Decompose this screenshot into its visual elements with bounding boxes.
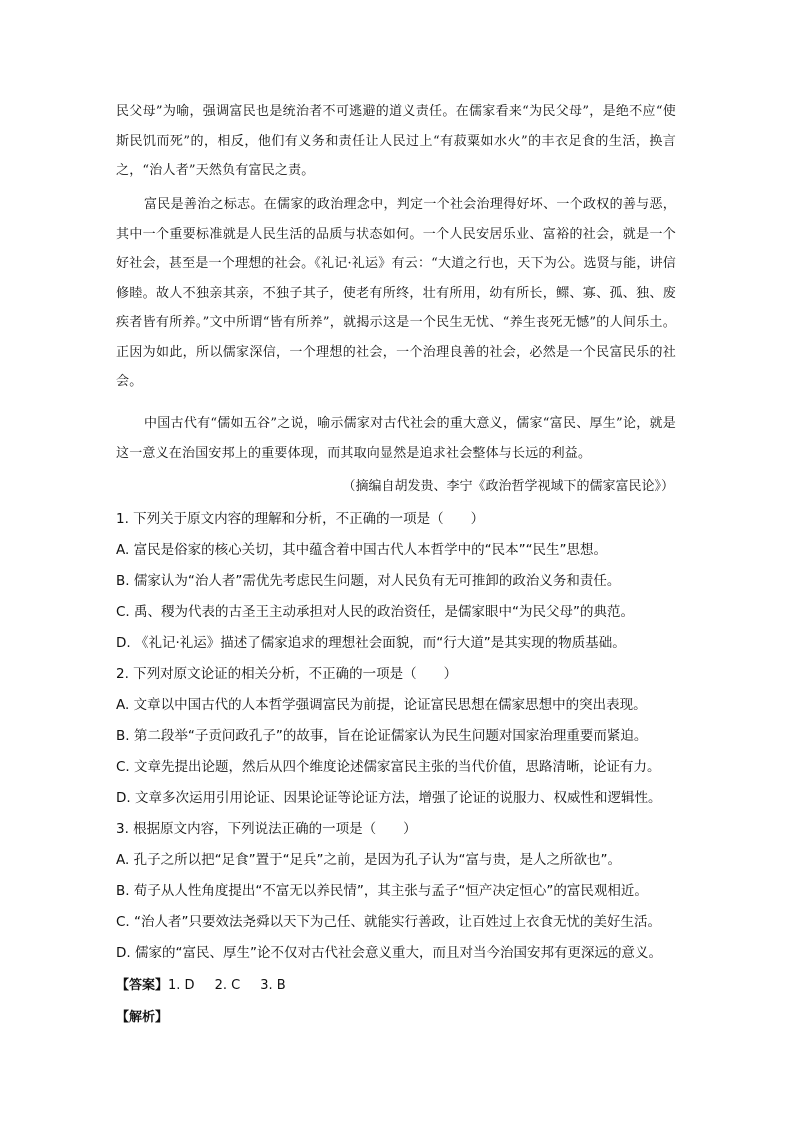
answer-item-2: 2. C — [214, 978, 241, 993]
question-1-option-d: D. 《礼记·礼运》描述了儒家追求的理想社会面貌，而“行大道”是其实现的物质基础。 — [116, 635, 626, 651]
question-1-stem: 1. 下列关于原文内容的理解和分析，不正确的一项是（ ） — [116, 511, 485, 527]
question-1-option-a: A. 富民是俗家的核心关切，其中蕴含着中国古代人本哲学中的“民本”“民生”思想。 — [116, 542, 608, 558]
question-1-option-c: C. 禹、稷为代表的古圣王主动承担对人民的政治资任，是儒家眼中“为民父母”的典范。 — [116, 604, 634, 620]
passage-citation: （摘编自胡发贵、李宁《政治哲学视域下的儒家富民论》） — [342, 479, 674, 494]
question-3-stem: 3. 根据原文内容，下列说法正确的一项是（ ） — [116, 821, 417, 837]
answer-item-3: 3. B — [260, 978, 286, 993]
answer-label: 【答案】 — [116, 978, 169, 993]
question-3-option-a: A. 孔子之所以把“足食”置于“足兵”之前，是因为孔子认为“富与贵，是人之所欲也”。 — [116, 852, 622, 868]
question-2-option-c: C. 文章先提出论题，然后从四个维度论述儒家富民主张的当代价值，思路清晰，论证有力。 — [116, 759, 661, 775]
question-2-option-a: A. 文章以中国古代的人本哲学强调富民为前提，论证富民思想在儒家思想中的突出表现。 — [116, 697, 647, 713]
answer-line — [116, 976, 286, 996]
question-1-option-b: B. 儒家认为“治人者”需优先考虑民生问题，对人民负有无可推卸的政治义务和责任。 — [116, 573, 621, 589]
question-3-option-b: B. 荀子从人性角度提出“不富无以养民情”，其主张与孟子“恒产决定恒心”的富民观相近。 — [116, 883, 648, 899]
question-2-stem: 2. 下列对原文论证的相关分析，不正确的一项是（ ） — [116, 666, 458, 682]
passage-paragraph-2: 富民是善治之标志。在儒家的政治理念中，判定一个社会治理得好坏、一个政权的善与恶，其中一个重要标准就是人民生活的品质与状态如何。一个人民安居乐业、富裕的社会，就是一个好社会，甚至是一个理想的社会。《礼记·礼运》有云：“大道之行也，天下为公。选贤与能，讲信修睦。故人不独亲其亲，不独子其子，使老有所终，壮有所用，幼有所长，鳏、寡、孤、独、废疾者皆有所养。”文中所谓“皆有所养”，就揭示这是一个民生无忧、“养生丧死无憾”的人间乐土。正因为如此，所以儒家深信，一个理想的社会，一个治理良善的社会，必然是一个民富民乐的社会。 — [116, 197, 676, 389]
analysis-label: 【解析】 — [116, 1010, 169, 1025]
question-3-option-d: D. 儒家的“富民、厚生”论不仅对古代社会意义重大，而且对当今治国安邦有更深远的意义。 — [116, 945, 662, 961]
question-2-option-b: B. 第二段举“子贡问政孔子”的故事，旨在论证儒家认为民生问题对国家治理重要而紧迫。 — [116, 728, 648, 744]
passage-paragraph-1: 民父母”为喻，强调富民也是统治者不可逃避的道义责任。在儒家看来“为民父母”，是绝不应“使斯民饥而死”的，相反，他们有义务和责任让人民过上“有菽粟如水火”的丰衣足食的生活，换言之，“治人者”天然负有富民之责。 — [116, 104, 676, 178]
question-2-option-d: D. 文章多次运用引用论证、因果论证等论证方法，增强了论证的说服力、权威性和逻辑性。 — [116, 790, 662, 806]
answer-item-1: 1. D — [168, 978, 195, 993]
question-3-option-c: C. “治人者”只要效法尧舜以天下为己任、就能实行善政，让百姓过上衣食无忧的美好生活。 — [116, 914, 661, 930]
passage-paragraph-3: 中国古代有“儒如五谷”之说，喻示儒家对古代社会的重大意义，儒家“富民、厚生”论，就是这一意义在治国安邦上的重要体现，而其取向显然是追求社会整体与长远的利益。 — [116, 416, 676, 461]
